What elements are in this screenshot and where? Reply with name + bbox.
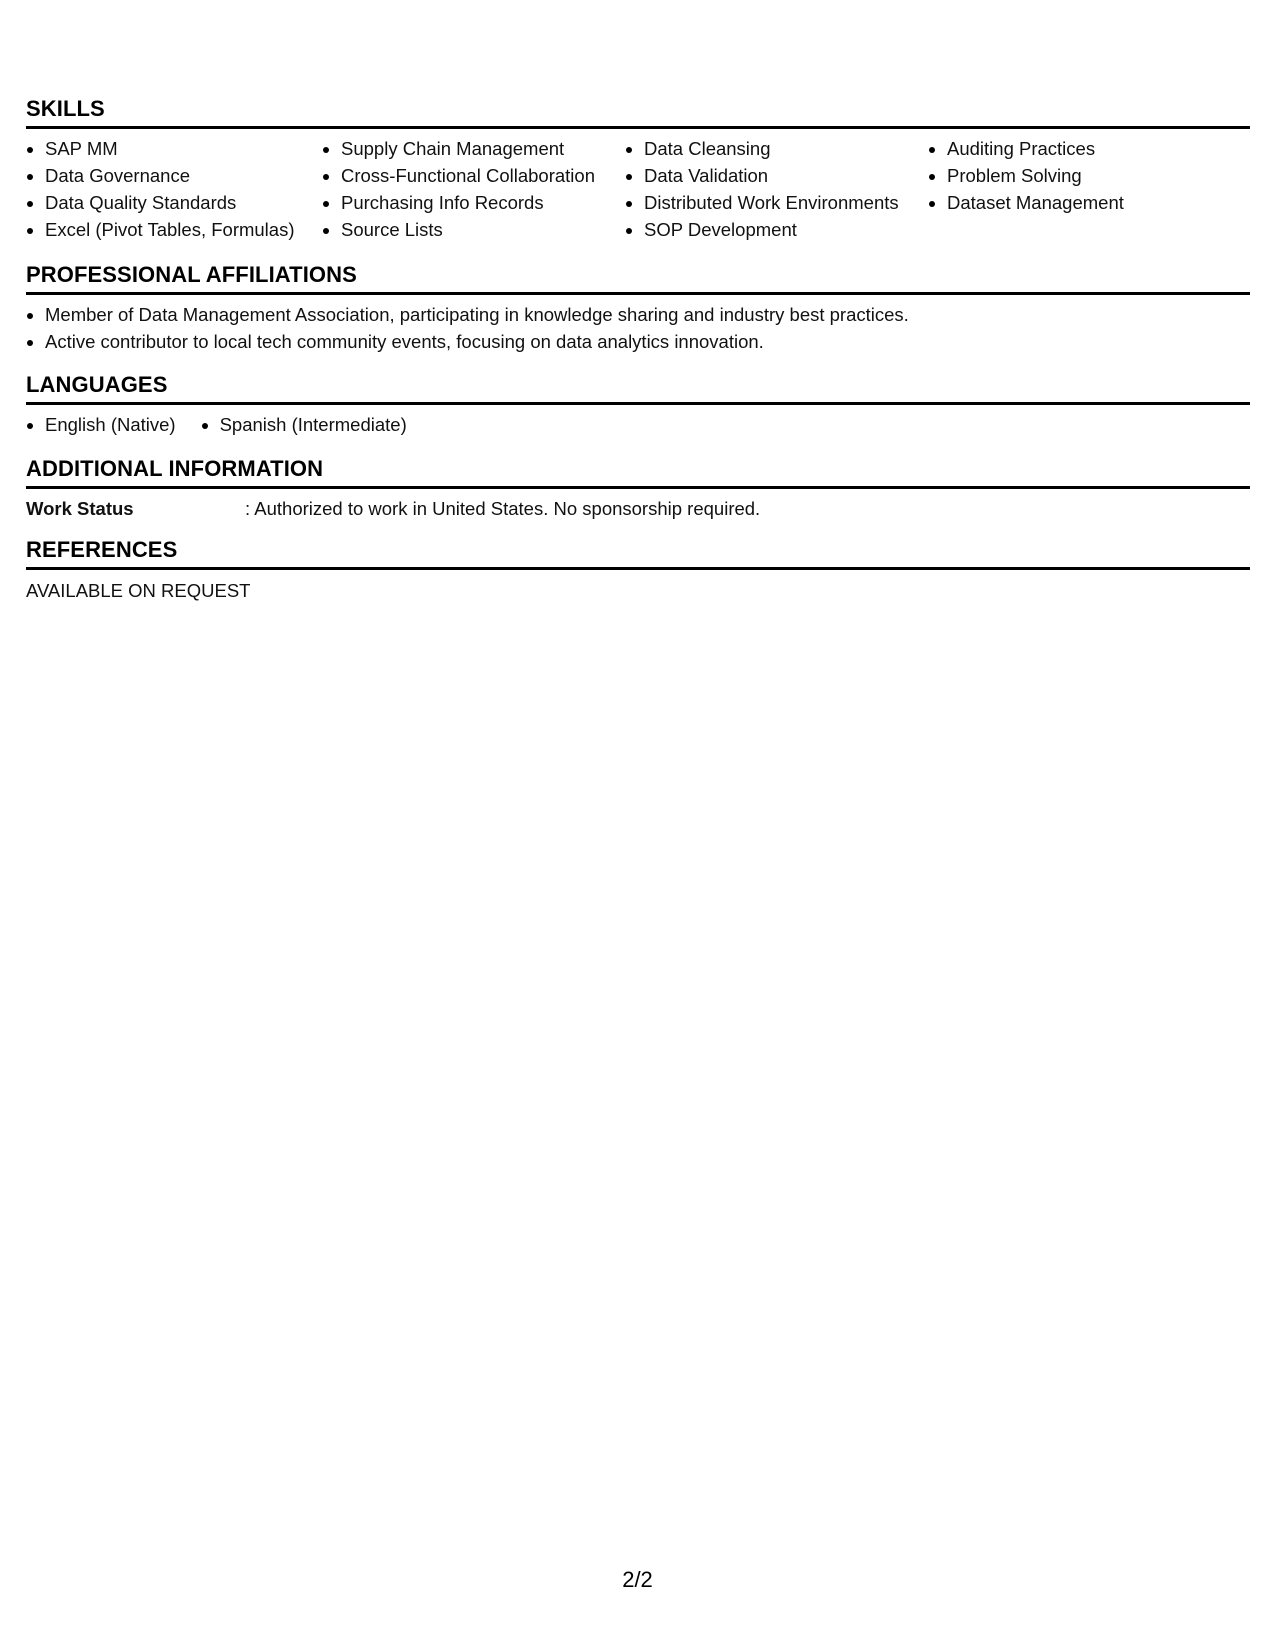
references-heading: REFERENCES xyxy=(26,537,1250,570)
skills-grid xyxy=(26,135,1250,243)
additional-info-heading: ADDITIONAL INFORMATION xyxy=(26,456,1250,489)
work-status-value: : Authorized to work in United States. No sponsorship required. xyxy=(245,498,761,519)
references-section xyxy=(26,537,1250,604)
skills-column-2 xyxy=(322,135,625,243)
work-status-label: Work Status xyxy=(26,498,134,519)
skill-item: Purchasing Info Records xyxy=(322,189,625,216)
affiliations-list xyxy=(26,301,1250,355)
skills-column-1 xyxy=(26,135,322,243)
additional-info-section xyxy=(26,456,1250,522)
affiliation-item: Member of Data Management Association, participating in knowledge sharing and industry best practices. xyxy=(26,301,1250,328)
skill-item: Data Quality Standards xyxy=(26,189,322,216)
skill-item: Cross-Functional Collaboration xyxy=(322,162,625,189)
skill-item: Data Governance xyxy=(26,162,322,189)
languages-section xyxy=(26,372,1250,438)
language-item: Spanish (Intermediate) xyxy=(201,411,407,438)
skill-item: Supply Chain Management xyxy=(322,135,625,162)
work-status-row xyxy=(26,495,1250,522)
skill-item: SAP MM xyxy=(26,135,322,162)
languages-heading: LANGUAGES xyxy=(26,372,1250,405)
skills-column-3 xyxy=(625,135,928,243)
language-item: English (Native) xyxy=(26,411,176,438)
skill-item: Problem Solving xyxy=(928,162,1228,189)
affiliations-section xyxy=(26,262,1250,355)
skill-item: SOP Development xyxy=(625,216,928,243)
references-text: AVAILABLE ON REQUEST xyxy=(26,580,251,601)
languages-list xyxy=(26,411,1250,438)
skills-heading: SKILLS xyxy=(26,96,1250,129)
skill-item: Data Validation xyxy=(625,162,928,189)
skill-item: Dataset Management xyxy=(928,189,1228,216)
skill-item: Source Lists xyxy=(322,216,625,243)
skill-item: Auditing Practices xyxy=(928,135,1228,162)
skill-item: Excel (Pivot Tables, Formulas) xyxy=(26,216,322,243)
skills-column-4 xyxy=(928,135,1228,243)
skill-item: Distributed Work Environments xyxy=(625,189,928,216)
page-number: 2/2 xyxy=(622,1567,653,1592)
skills-section xyxy=(26,96,1250,243)
affiliations-heading: PROFESSIONAL AFFILIATIONS xyxy=(26,262,1250,295)
skill-item: Data Cleansing xyxy=(625,135,928,162)
affiliation-item: Active contributor to local tech community events, focusing on data analytics innovation. xyxy=(26,328,1250,355)
